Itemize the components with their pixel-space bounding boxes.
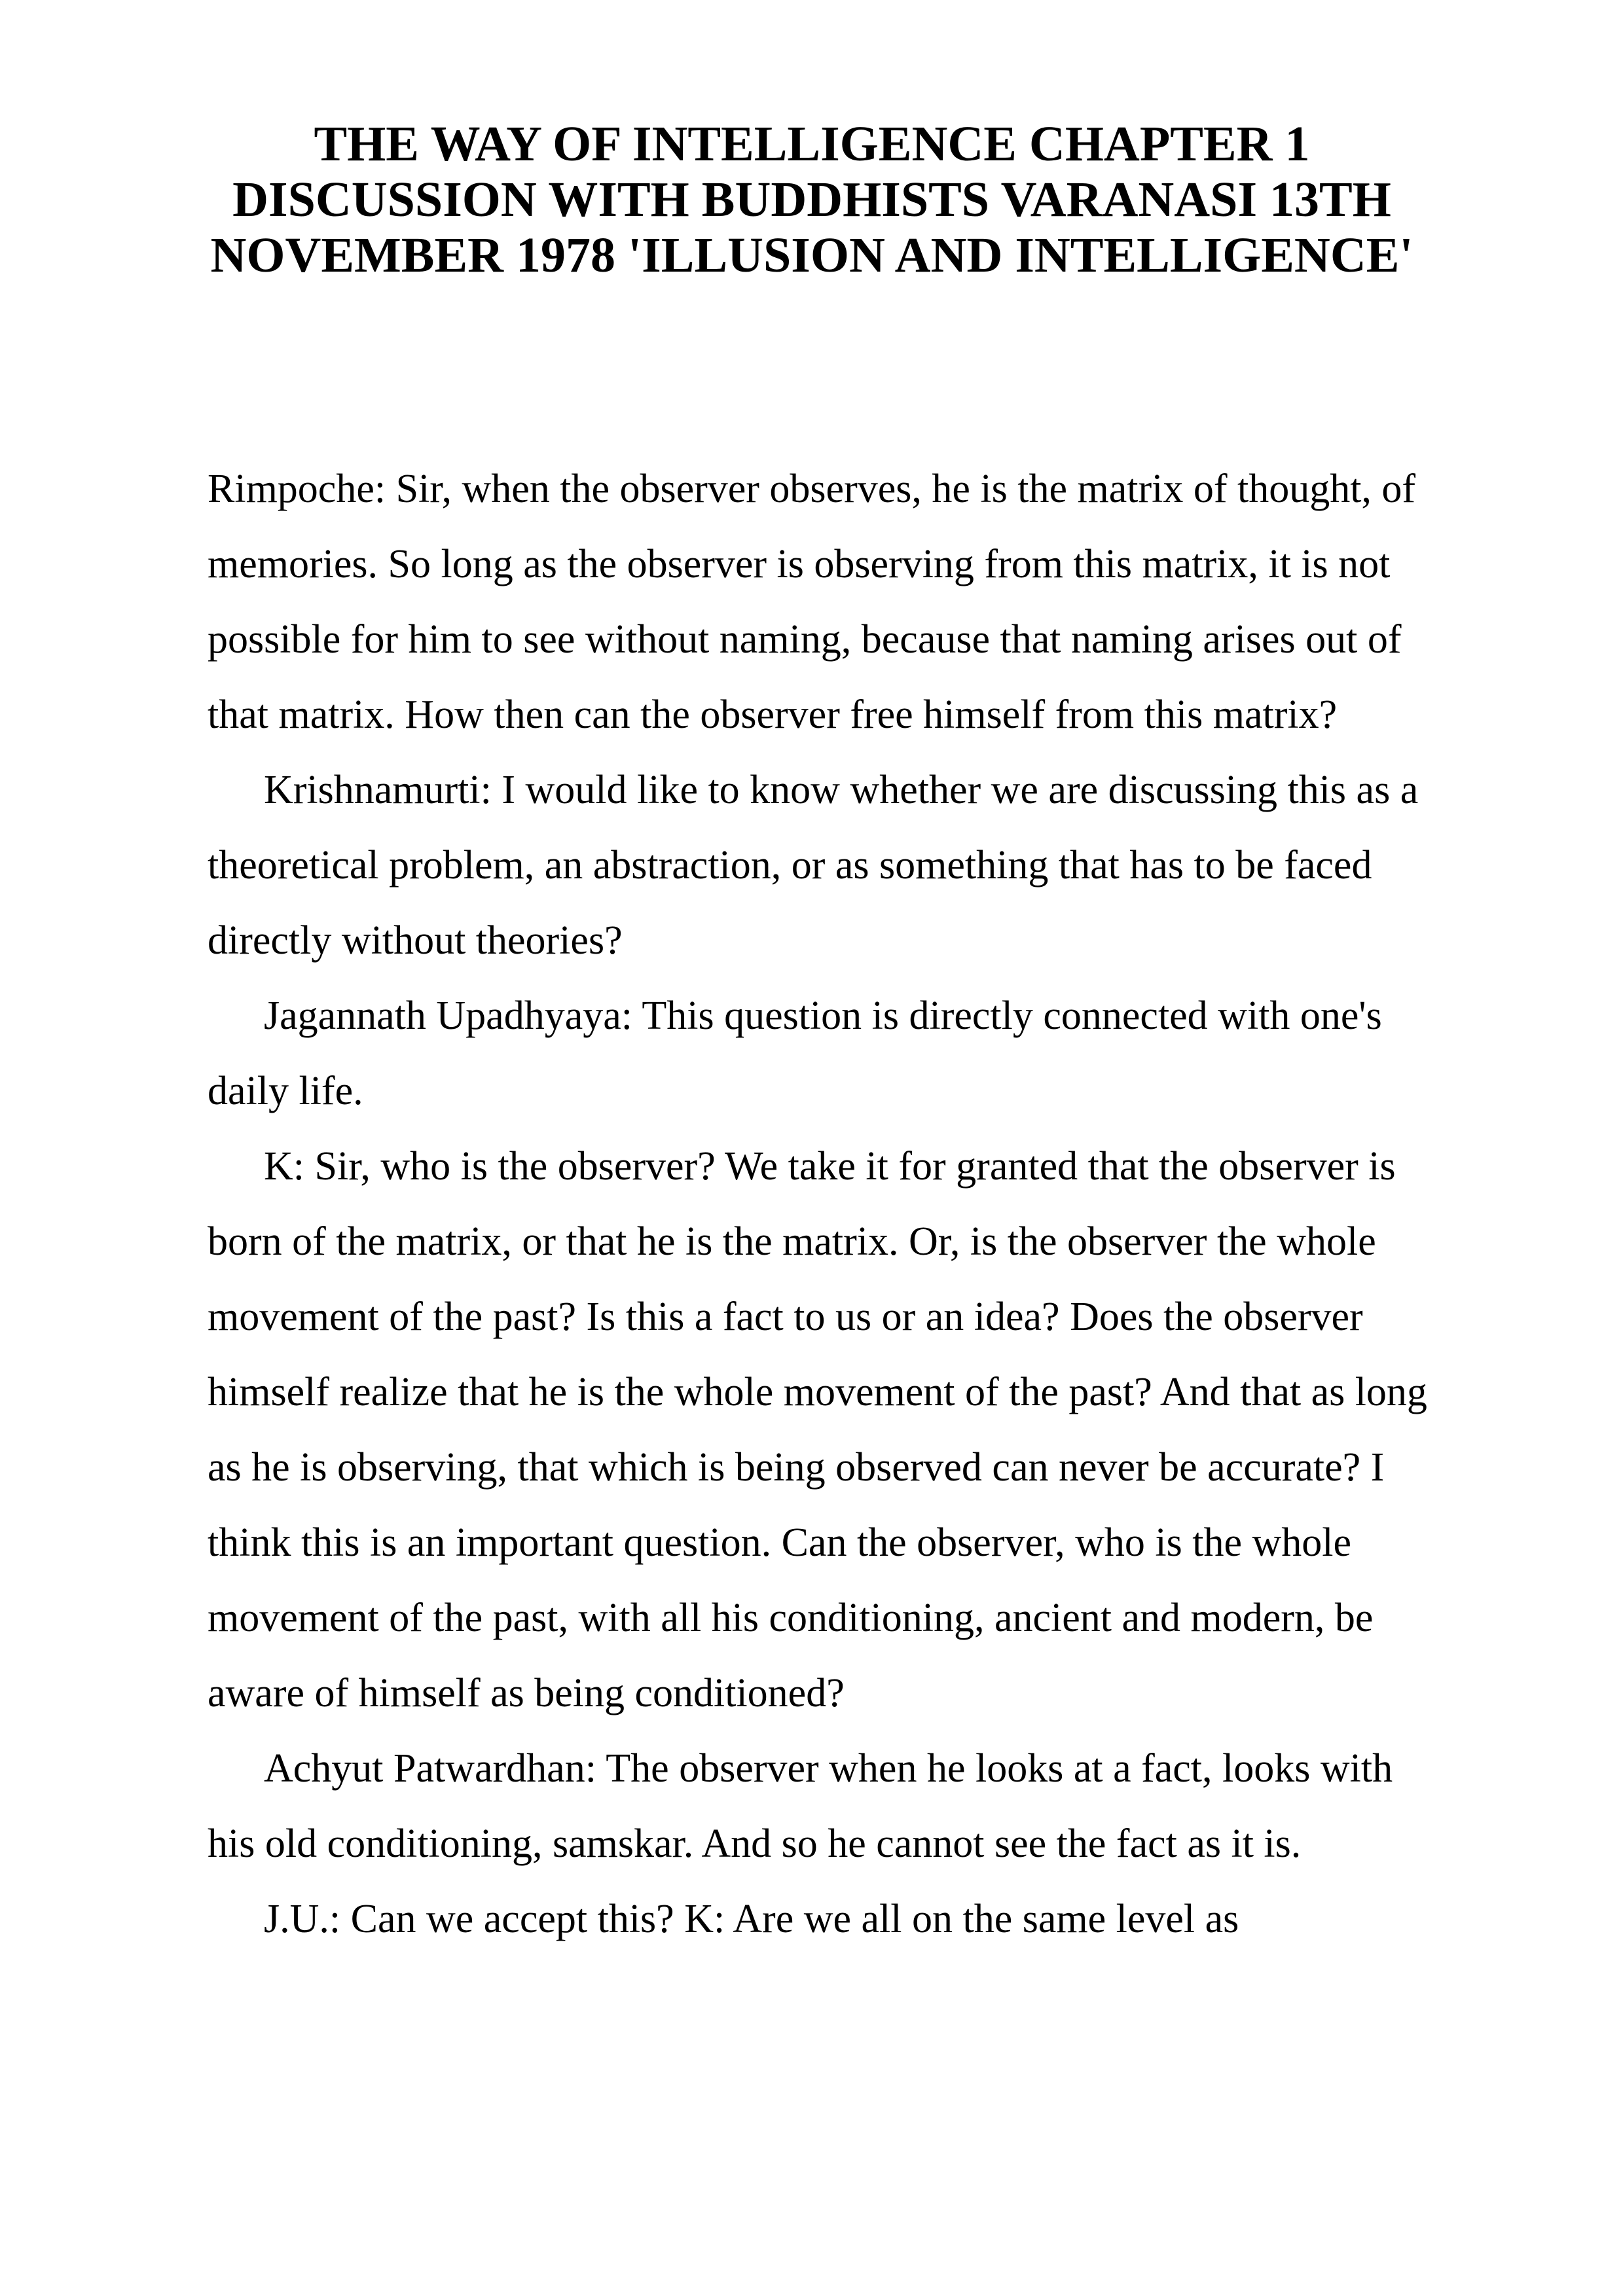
- paragraph-ju-question: J.U.: Can we accept this? K: Are we all on the same level as: [264, 1897, 1239, 1941]
- paragraph-k-observer: K: Sir, who is the observer? We take it for granted that the observer is born of the matrix, or that he is the matrix. Or, is the observer the whole movement of the past? Is this a fact to us or an idea? Does the observer himself realize that he is the whole movement of the past? And that as long as he is observing, that which is being observed can never be accurate? I think this is an important question. Can the observer, who is the whole movement of the past, with all his conditioning, ancient and modern, be aware of himself as being conditioned?: [208, 1144, 1427, 1715]
- paragraph-jagannath-upadhyaya: Jagannath Upadhyaya: This question is directly connected with one's daily life.: [208, 994, 1382, 1113]
- paragraph-krishnamurti: Krishnamurti: I would like to know whether we are discussing this as a theoretical problem, an abstraction, or as something that has to be faced directly without theories?: [208, 768, 1419, 963]
- document-title: THE WAY OF INTELLIGENCE CHAPTER 1 DISCUSSION WITH BUDDHISTS VARANASI 13TH NOVEMBER 1978 'ILLUSION AND INTELLIGENCE': [210, 117, 1413, 283]
- document-body: [208, 452, 1445, 1957]
- paragraph-achyut-patwardhan: Achyut Patwardhan: The observer when he looks at a fact, looks with his old conditioning, samskar. And so he cannot see the fact as it is.: [208, 1746, 1393, 1866]
- paragraph-rimpoche: Rimpoche: Sir, when the observer observes, he is the matrix of thought, of memories. So long as the observer is observing from this matrix, it is not possible for him to see without naming, because that naming arises out of that matrix. How then can the observer free himself from this matrix?: [208, 467, 1416, 737]
